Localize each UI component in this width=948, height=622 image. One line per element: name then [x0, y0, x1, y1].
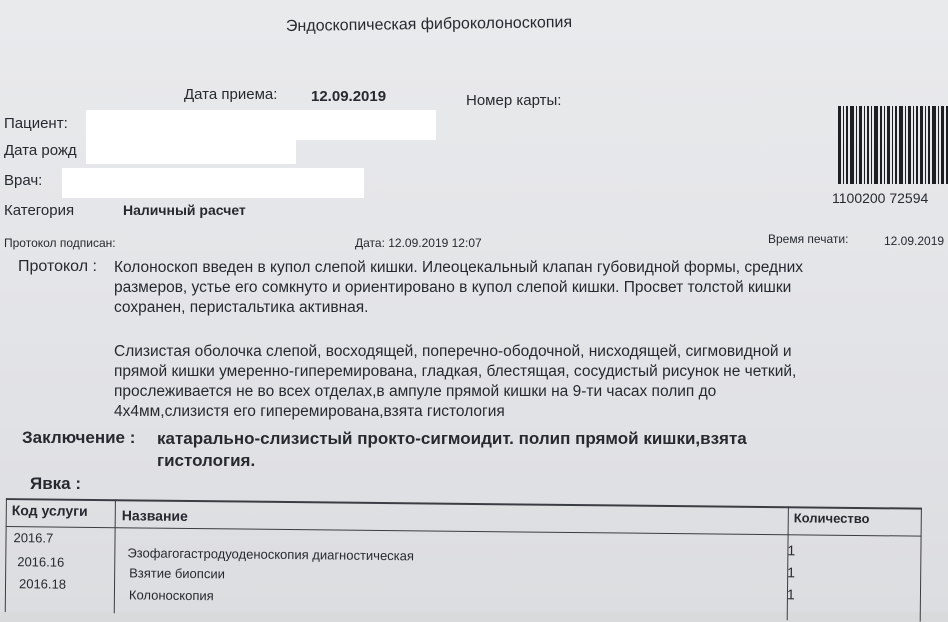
header-code: Код услуги [11, 502, 88, 519]
protocol-paragraph-1 [114, 258, 924, 318]
table-header-border [6, 526, 922, 537]
table-col-divider [114, 499, 116, 613]
visit-date-label: Дата приема: [184, 86, 278, 103]
document-title: Эндоскопическая фиброколоноскопия [285, 14, 573, 35]
category-label: Категория [4, 202, 75, 219]
conclusion-label: Заключение : [22, 428, 136, 447]
protocol-date: Дата: 12.09.2019 12:07 [355, 236, 482, 250]
card-number-label: Номер карты: [466, 92, 562, 109]
row-qty: 1 [787, 542, 796, 559]
conclusion-line: катарально-слизистый прокто-сигмоидит. полип прямой кишки,взята [157, 429, 747, 448]
protocol-label: Протокол : [18, 258, 97, 275]
barcode-number: 1100200 72594 [832, 190, 929, 206]
row-qty: 1 [786, 586, 795, 603]
visit-date-value: 12.09.2019 [311, 88, 387, 105]
print-date: 12.09.2019 [884, 234, 945, 248]
protocol-line: сохранен, перистальтика активная. [114, 299, 369, 316]
birth-date-redaction [86, 138, 296, 164]
birth-date-label: Дата рожд [4, 142, 77, 159]
category-value: Наличный расчет [123, 202, 246, 218]
table-col-divider [920, 508, 922, 622]
row-code: 2016.16 [17, 554, 65, 570]
protocol-paragraph-2 [114, 342, 924, 422]
protocol-line: 4х4мм,слизистя его гиперемирована,взята гистология [114, 403, 505, 420]
row-name: Колоноскопия [128, 587, 214, 604]
barcode-icon [838, 106, 948, 184]
table-col-divider [5, 498, 7, 612]
row-name: Эзофагогастродуоденоскопия диагностическая [127, 545, 415, 564]
protocol-line: прямой кишки умеренно-гиперемирована, гладкая, блестящая, сосудистый рисунок не четкий, [114, 363, 797, 380]
protocol-line: Слизистая оболочка слепой, восходящей, поперечно-ободочной, нисходящей, сигмовидной и [114, 343, 792, 360]
row-name: Взятие биопсии [129, 565, 225, 582]
doctor-redaction [62, 168, 364, 198]
conclusion-line: гистология. [157, 451, 256, 470]
protocol-line: Колоноскоп введен в купол слепой кишки. Илеоцекальный клапан губовидной формы, средних [114, 259, 804, 276]
patient-label: Пациент: [4, 115, 68, 132]
yavka-label: Явка : [30, 474, 82, 493]
row-code: 2016.18 [18, 576, 67, 592]
protocol-line: прослеживается не во всех отделах,в ампуле прямой кишки на 9-ти часах полип до [114, 383, 717, 400]
header-name: Название [121, 507, 188, 524]
print-time-label: Время печати: [768, 232, 849, 246]
signed-label: Протокол подписан: [4, 236, 116, 250]
protocol-line: размеров, устье его сомкнуто и ориентировано в купол слепой кишки. Просвет толстой кишки [114, 279, 792, 296]
row-code: 2016.7 [13, 530, 54, 546]
row-qty: 1 [787, 564, 796, 581]
conclusion-text [157, 428, 747, 472]
services-table [0, 492, 948, 622]
patient-redaction [86, 110, 436, 140]
doctor-label: Врач: [4, 172, 43, 189]
header-qty: Количество [793, 510, 870, 527]
